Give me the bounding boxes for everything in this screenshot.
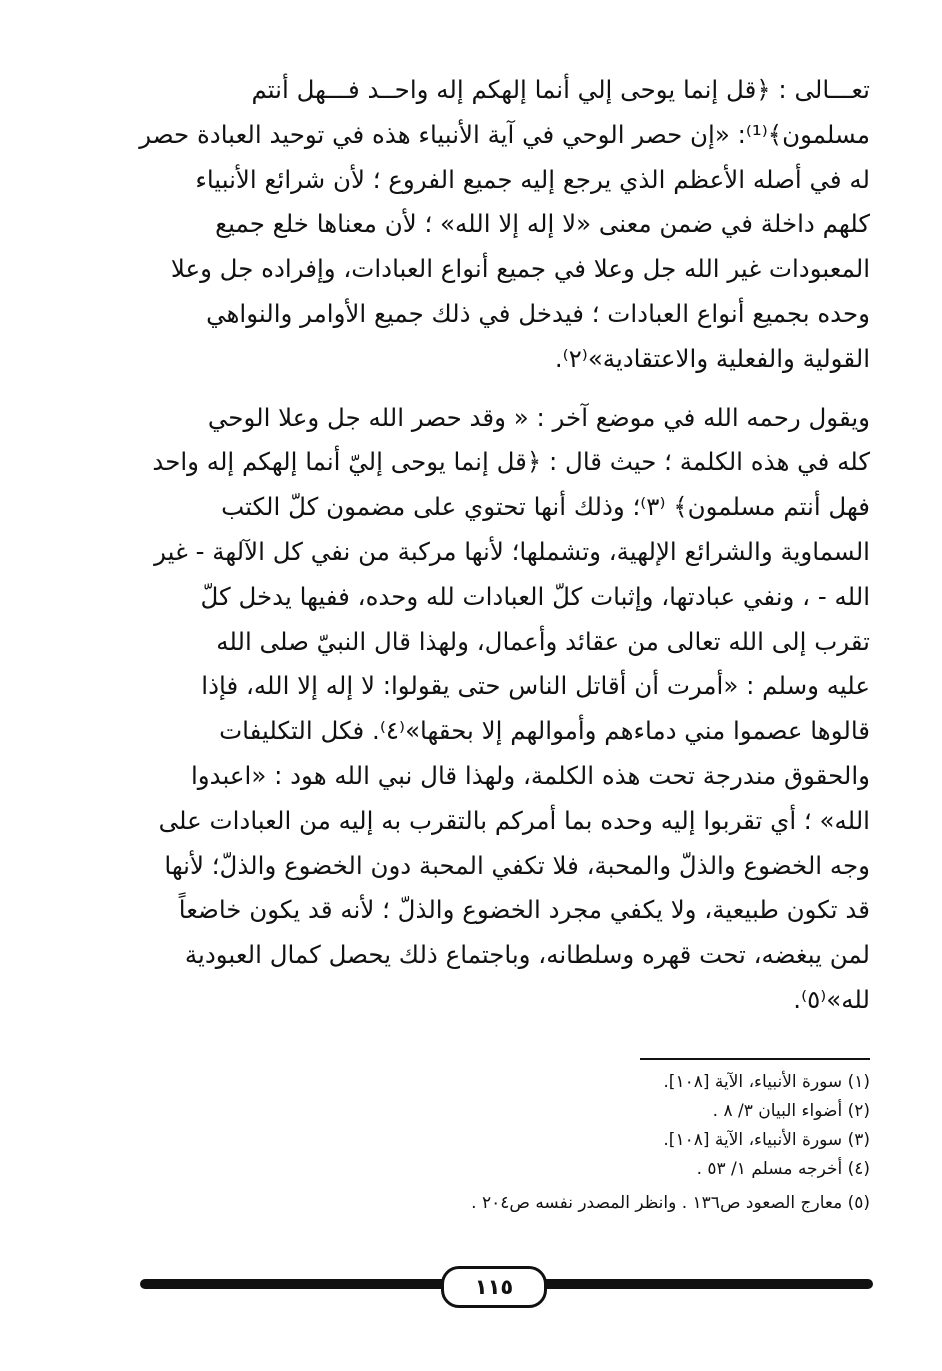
text-line: لمن يبغضه، تحت قهره وسلطانه، وباجتماع ذلك يحصل كمال العبودية <box>184 940 870 970</box>
text-line: الله - ، ونفي عبادتها، وإثبات كلّ العبادات لله وحده، ففيها يدخل كلّ <box>200 581 870 611</box>
main-text <box>140 68 870 1023</box>
footnote-2: (٢) أضواء البيان ٣/ ٨ . <box>712 1101 870 1121</box>
footnote-1: (١) سورة الأنبياء، الآية [١٠٨]. <box>663 1072 870 1092</box>
paragraph-2 <box>140 396 870 1023</box>
footnote-4: (٤) أخرجه مسلم ١/ ٥٣ . <box>696 1159 870 1179</box>
text-line: فهل أنتم مسلمون﴾ ⁽٣⁾؛ وذلك أنها تحتوي على مضمون كلّ الكتب <box>221 492 870 522</box>
footnote-separator <box>640 1058 870 1060</box>
text-line: له في أصله الأعظم الذي يرجع إليه جميع الفروع ؛ لأن شرائع الأنبياء <box>195 164 870 194</box>
footnote-3: (٣) سورة الأنبياء، الآية [١٠٨]. <box>663 1130 870 1150</box>
text-line: عليه وسلم : «أمرت أن أقاتل الناس حتى يقولوا: لا إله إلا الله، فإذا <box>201 671 870 701</box>
text-line: لله»⁽٥⁾. <box>793 984 870 1014</box>
text-line: كله في هذه الكلمة ؛ حيث قال : ﴿قل إنما يوحى إليّ أنما إلهكم إله واحد <box>152 447 870 477</box>
text-line: كلهم داخلة في ضمن معنى «لا إله إلا الله» ؛ لأن معناها خلع جميع <box>215 209 870 239</box>
text-line: والحقوق مندرجة تحت هذه الكلمة، ولهذا قال نبي الله هود : «اعبدوا <box>191 760 870 790</box>
text-line: قد تكون طبيعية، ولا يكفي مجرد الخضوع والذلّ ؛ لأنه قد يكون خاضعاً <box>178 895 870 925</box>
text-line: مسلمون﴾⁽¹⁾: «إن حصر الوحي في آية الأنبياء هذه في توحيد العبادة حصر <box>139 119 870 149</box>
text-line: ويقول رحمه الله في موضع آخر : « وقد حصر الله جل وعلا الوحي <box>207 402 870 432</box>
text-line: الله» ؛ أي تقربوا إليه وحده بما أمركم بالتقرب به إليه من العبادات على <box>158 805 870 835</box>
text-line: تقرب إلى الله تعالى من عقائد وأعمال، ولهذا قال النبيّ صلى الله <box>216 626 870 656</box>
footnote-5: (٥) معارج الصعود ص١٣٦ . وانظر المصدر نفسه ص٢٠٤ . <box>471 1193 870 1213</box>
paragraph-1 <box>140 68 870 382</box>
page-number: ١١٥ <box>441 1266 547 1308</box>
paragraph-gap <box>140 382 870 396</box>
text-line: قالوها عصموا مني دماءهم وأموالهم إلا بحقها»⁽٤⁾. فكل التكليفات <box>219 716 870 746</box>
footnotes <box>300 1068 870 1218</box>
text-line: القولية والفعلية والاعتقادية»⁽٢⁾. <box>554 343 870 373</box>
text-line: المعبودات غير الله جل وعلا في جميع أنواع العبادات، وإفراده جل وعلا <box>170 254 870 284</box>
text-line: وحده بجميع أنواع العبادات ؛ فيدخل في ذلك جميع الأوامر والنواهي <box>206 298 870 328</box>
text-line: تعـــالى : ﴿قل إنما يوحى إلي أنما إلهكم إله واحــد فـــهل أنتم <box>251 75 870 104</box>
text-line: وجه الخضوع والذلّ والمحبة، فلا تكفي المحبة دون الخضوع والذلّ؛ لأنها <box>164 850 870 880</box>
text-line: السماوية والشرائع الإلهية، وتشملها؛ لأنها مركبة من نفي كل الآلهة - غير <box>154 536 870 566</box>
